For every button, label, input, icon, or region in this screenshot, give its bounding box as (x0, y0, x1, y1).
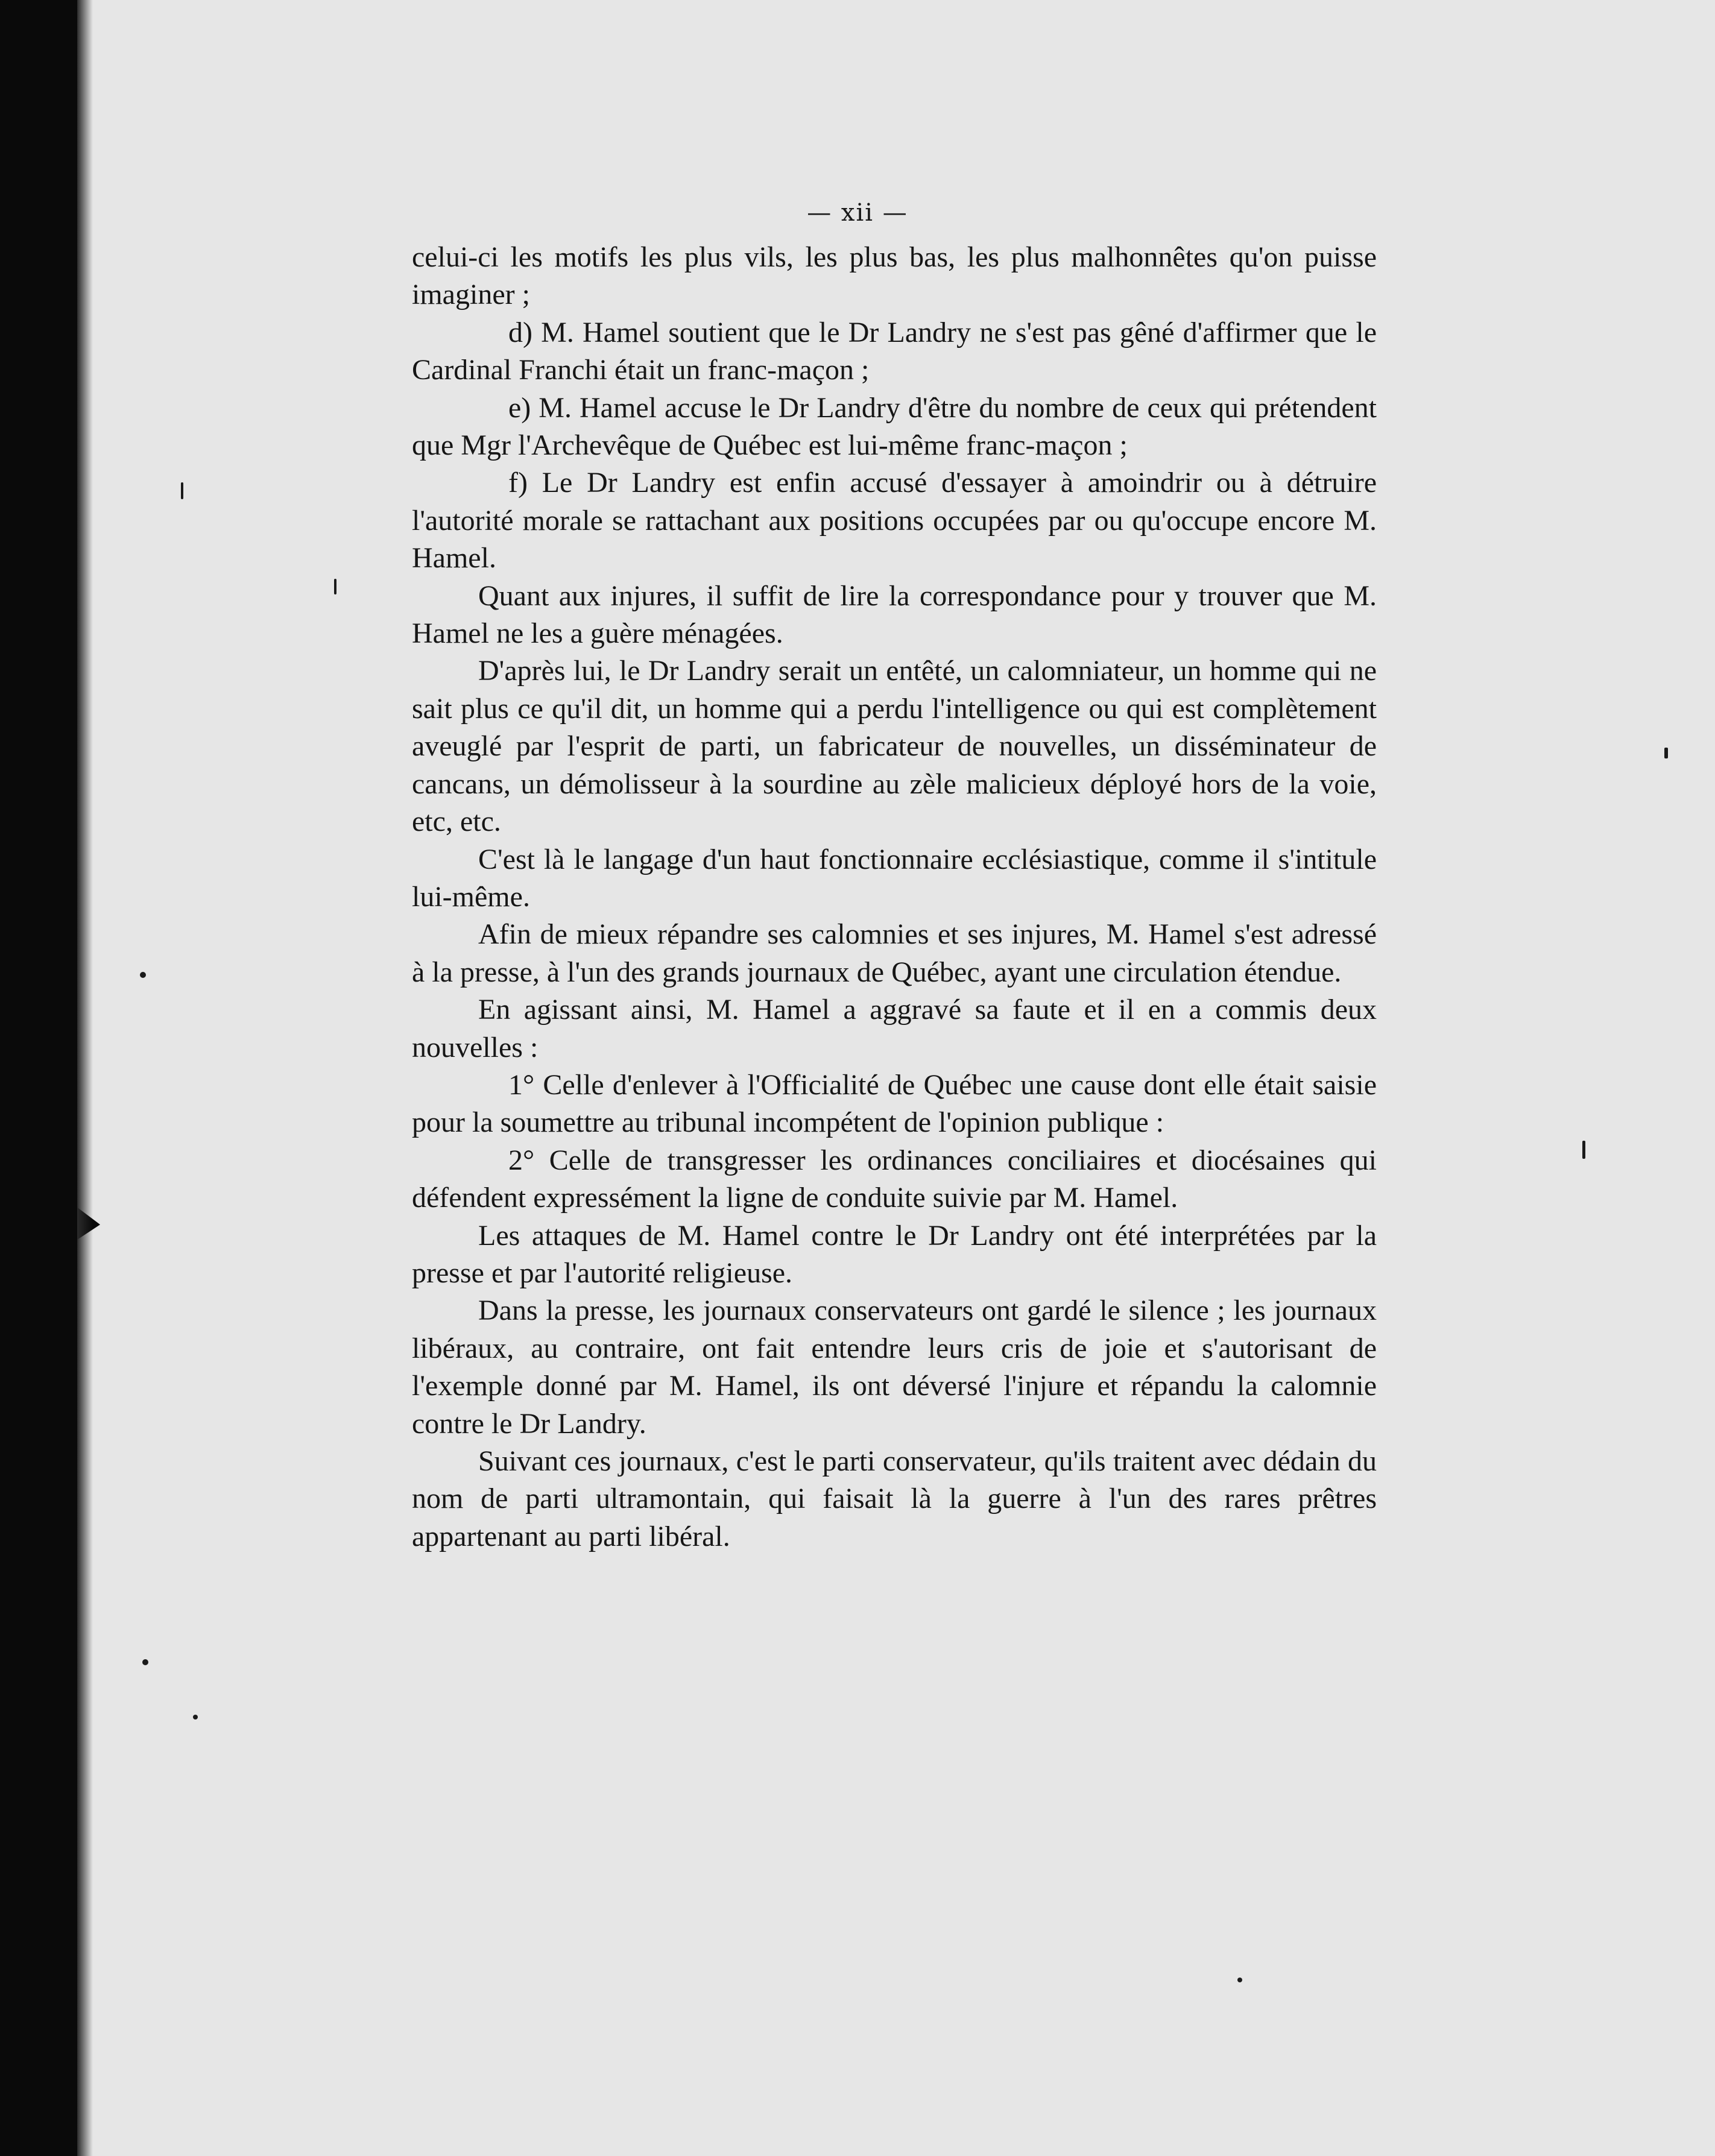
scan-speck (1582, 1141, 1585, 1159)
paragraph: celui-ci les motifs les plus vils, les plus bas, les plus malhonnêtes qu'on puisse imaginer ; (412, 241, 1377, 311)
paragraph: D'après lui, le Dr Landry serait un entêté, un calomniateur, un homme qui ne sait plus ce qu'il dit, un homme qui a perdu l'intelligence ou qui est complètement aveuglé par l'esprit de parti, un fabricateur de nouvelles, un disséminateur de cancans, un démolisseur à la sourdine au zèle malicieux déployé hors de la voie, etc, etc. (412, 655, 1377, 838)
scan-speck (142, 1659, 148, 1665)
numbered-item-2: 2° Celle de transgresser les ordinances conciliaires et diocésaines qui défendent expressément la ligne de conduite suivie par M. Hamel. (412, 1144, 1377, 1214)
paragraph: Les attaques de M. Hamel contre le Dr Landry ont été interprétées par la presse et par l'autorité religieuse. (412, 1219, 1377, 1289)
page-edge-shadow (77, 0, 93, 2156)
paragraph: Quant aux injures, il suffit de lire la correspondance pour y trouver que M. Hamel ne les a guère ménagées. (412, 579, 1377, 650)
page-number: — xii — (807, 199, 908, 227)
scan-speck (193, 1715, 198, 1719)
paragraph: Dans la presse, les journaux conservateurs ont gardé le silence ; les journaux libéraux, au contraire, ont fait entendre leurs cris de joie et s'autorisant de l'exemple donné par M. Hamel, ils ont déversé l'injure et répandu la calomnie contre le Dr Landry. (412, 1294, 1377, 1440)
paragraph: Afin de mieux répandre ses calomnies et ses injures, M. Hamel s'est adressé à la presse, à l'un des grands journaux de Québec, ayant une circulation étendue. (412, 918, 1377, 988)
scan-speck (181, 482, 183, 499)
scan-speck (334, 579, 336, 594)
body-text (412, 239, 1377, 1556)
paragraph: Suivant ces journaux, c'est le parti conservateur, qu'ils traitent avec dédain du nom de parti ultramontain, qui faisait là la guerre à l'un des rares prêtres appartenant au parti libéral. (412, 1445, 1377, 1552)
list-item-f: f) Le Dr Landry est enfin accusé d'essayer à amoindrir ou à détruire l'autorité morale se rattachant aux positions occupées par ou qu'occupe encore M. Hamel. (412, 467, 1377, 575)
scan-speck (140, 972, 146, 978)
paragraph: C'est là le langage d'un haut fonctionnaire ecclésiastique, comme il s'intitule lui-même. (412, 843, 1377, 913)
list-item-d: d) M. Hamel soutient que le Dr Landry ne s'est pas gêné d'affirmer que le Cardinal Franchi était un franc-maçon ; (412, 316, 1377, 386)
numbered-item-1: 1° Celle d'enlever à l'Officialité de Québec une cause dont elle était saisie pour la soumettre au tribunal incompétent de l'opinion publique : (412, 1068, 1377, 1139)
scan-speck (1237, 1978, 1242, 1982)
scan-speck (1664, 748, 1668, 758)
list-item-e: e) M. Hamel accuse le Dr Landry d'être du nombre de ceux qui prétendent que Mgr l'Archevêque de Québec est lui-même franc-maçon ; (412, 391, 1377, 462)
paragraph: En agissant ainsi, M. Hamel a aggravé sa faute et il en a commis deux nouvelles : (412, 994, 1377, 1064)
